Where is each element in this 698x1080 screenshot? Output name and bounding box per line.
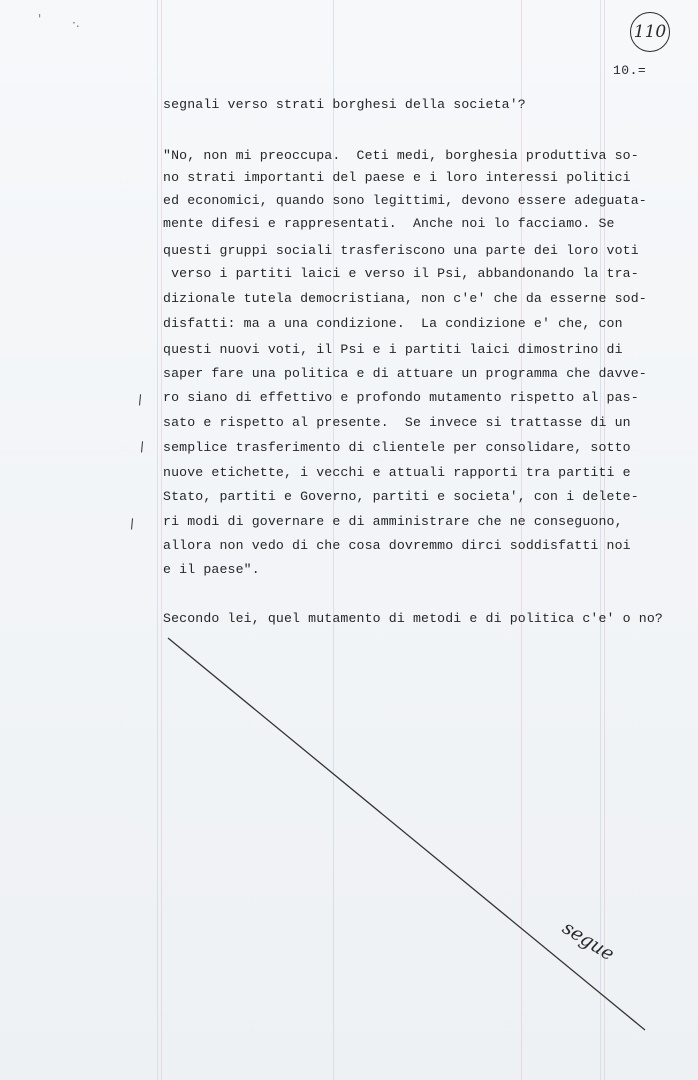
margin-tick-mark: / xyxy=(136,392,144,409)
page-number: 10.= xyxy=(613,63,647,78)
text-line: questi gruppi sociali trasferiscono una parte dei loro voti xyxy=(163,243,639,258)
page-stamp-text: 110 xyxy=(633,22,667,42)
text-line: semplice trasferimento di clientele per consolidare, sotto xyxy=(163,440,631,455)
text-line: no strati importanti del paese e i loro interessi politici xyxy=(163,170,631,185)
text-line: disfatti: ma a una condizione. La condizione e' che, con xyxy=(163,316,623,331)
handwritten-note: segue xyxy=(558,916,619,966)
text-line: segnali verso strati borghesi della societa'? xyxy=(163,97,526,112)
text-line: sato e rispetto al presente. Se invece si trattasse di un xyxy=(163,415,631,430)
scan-speck: ·. xyxy=(72,16,80,30)
scan-speck: ' xyxy=(38,12,42,26)
text-line: nuove etichette, i vecchi e attuali rapporti tra partiti e xyxy=(163,465,631,480)
text-line: saper fare una politica e di attuare un programma che davve- xyxy=(163,366,647,381)
text-line: Secondo lei, quel mutamento di metodi e di politica c'e' o no? xyxy=(163,611,663,626)
margin-tick-mark: / xyxy=(128,516,136,533)
text-line: dizionale tutela democristiana, non c'e' che da esserne sod- xyxy=(163,291,647,306)
text-line: mente difesi e rappresentati. Anche noi lo facciamo. Se xyxy=(163,216,615,231)
margin-tick-mark: / xyxy=(138,439,146,456)
text-line: Stato, partiti e Governo, partiti e societa', con i delete- xyxy=(163,489,639,504)
text-line: e il paese". xyxy=(163,562,260,577)
text-line: allora non vedo di che cosa dovremmo dirci soddisfatti noi xyxy=(163,538,631,553)
text-line: ed economici, quando sono legittimi, devono essere adeguata- xyxy=(163,193,647,208)
text-line: questi nuovi voti, il Psi e i partiti laici dimostrino di xyxy=(163,342,623,357)
text-line: ri modi di governare e di amministrare che ne conseguono, xyxy=(163,514,623,529)
text-line: verso i partiti laici e verso il Psi, abbandonando la tra- xyxy=(163,266,639,281)
text-line: "No, non mi preoccupa. Ceti medi, borghesia produttiva so- xyxy=(163,148,639,163)
text-line: ro siano di effettivo e profondo mutamento rispetto al pas- xyxy=(163,390,639,405)
